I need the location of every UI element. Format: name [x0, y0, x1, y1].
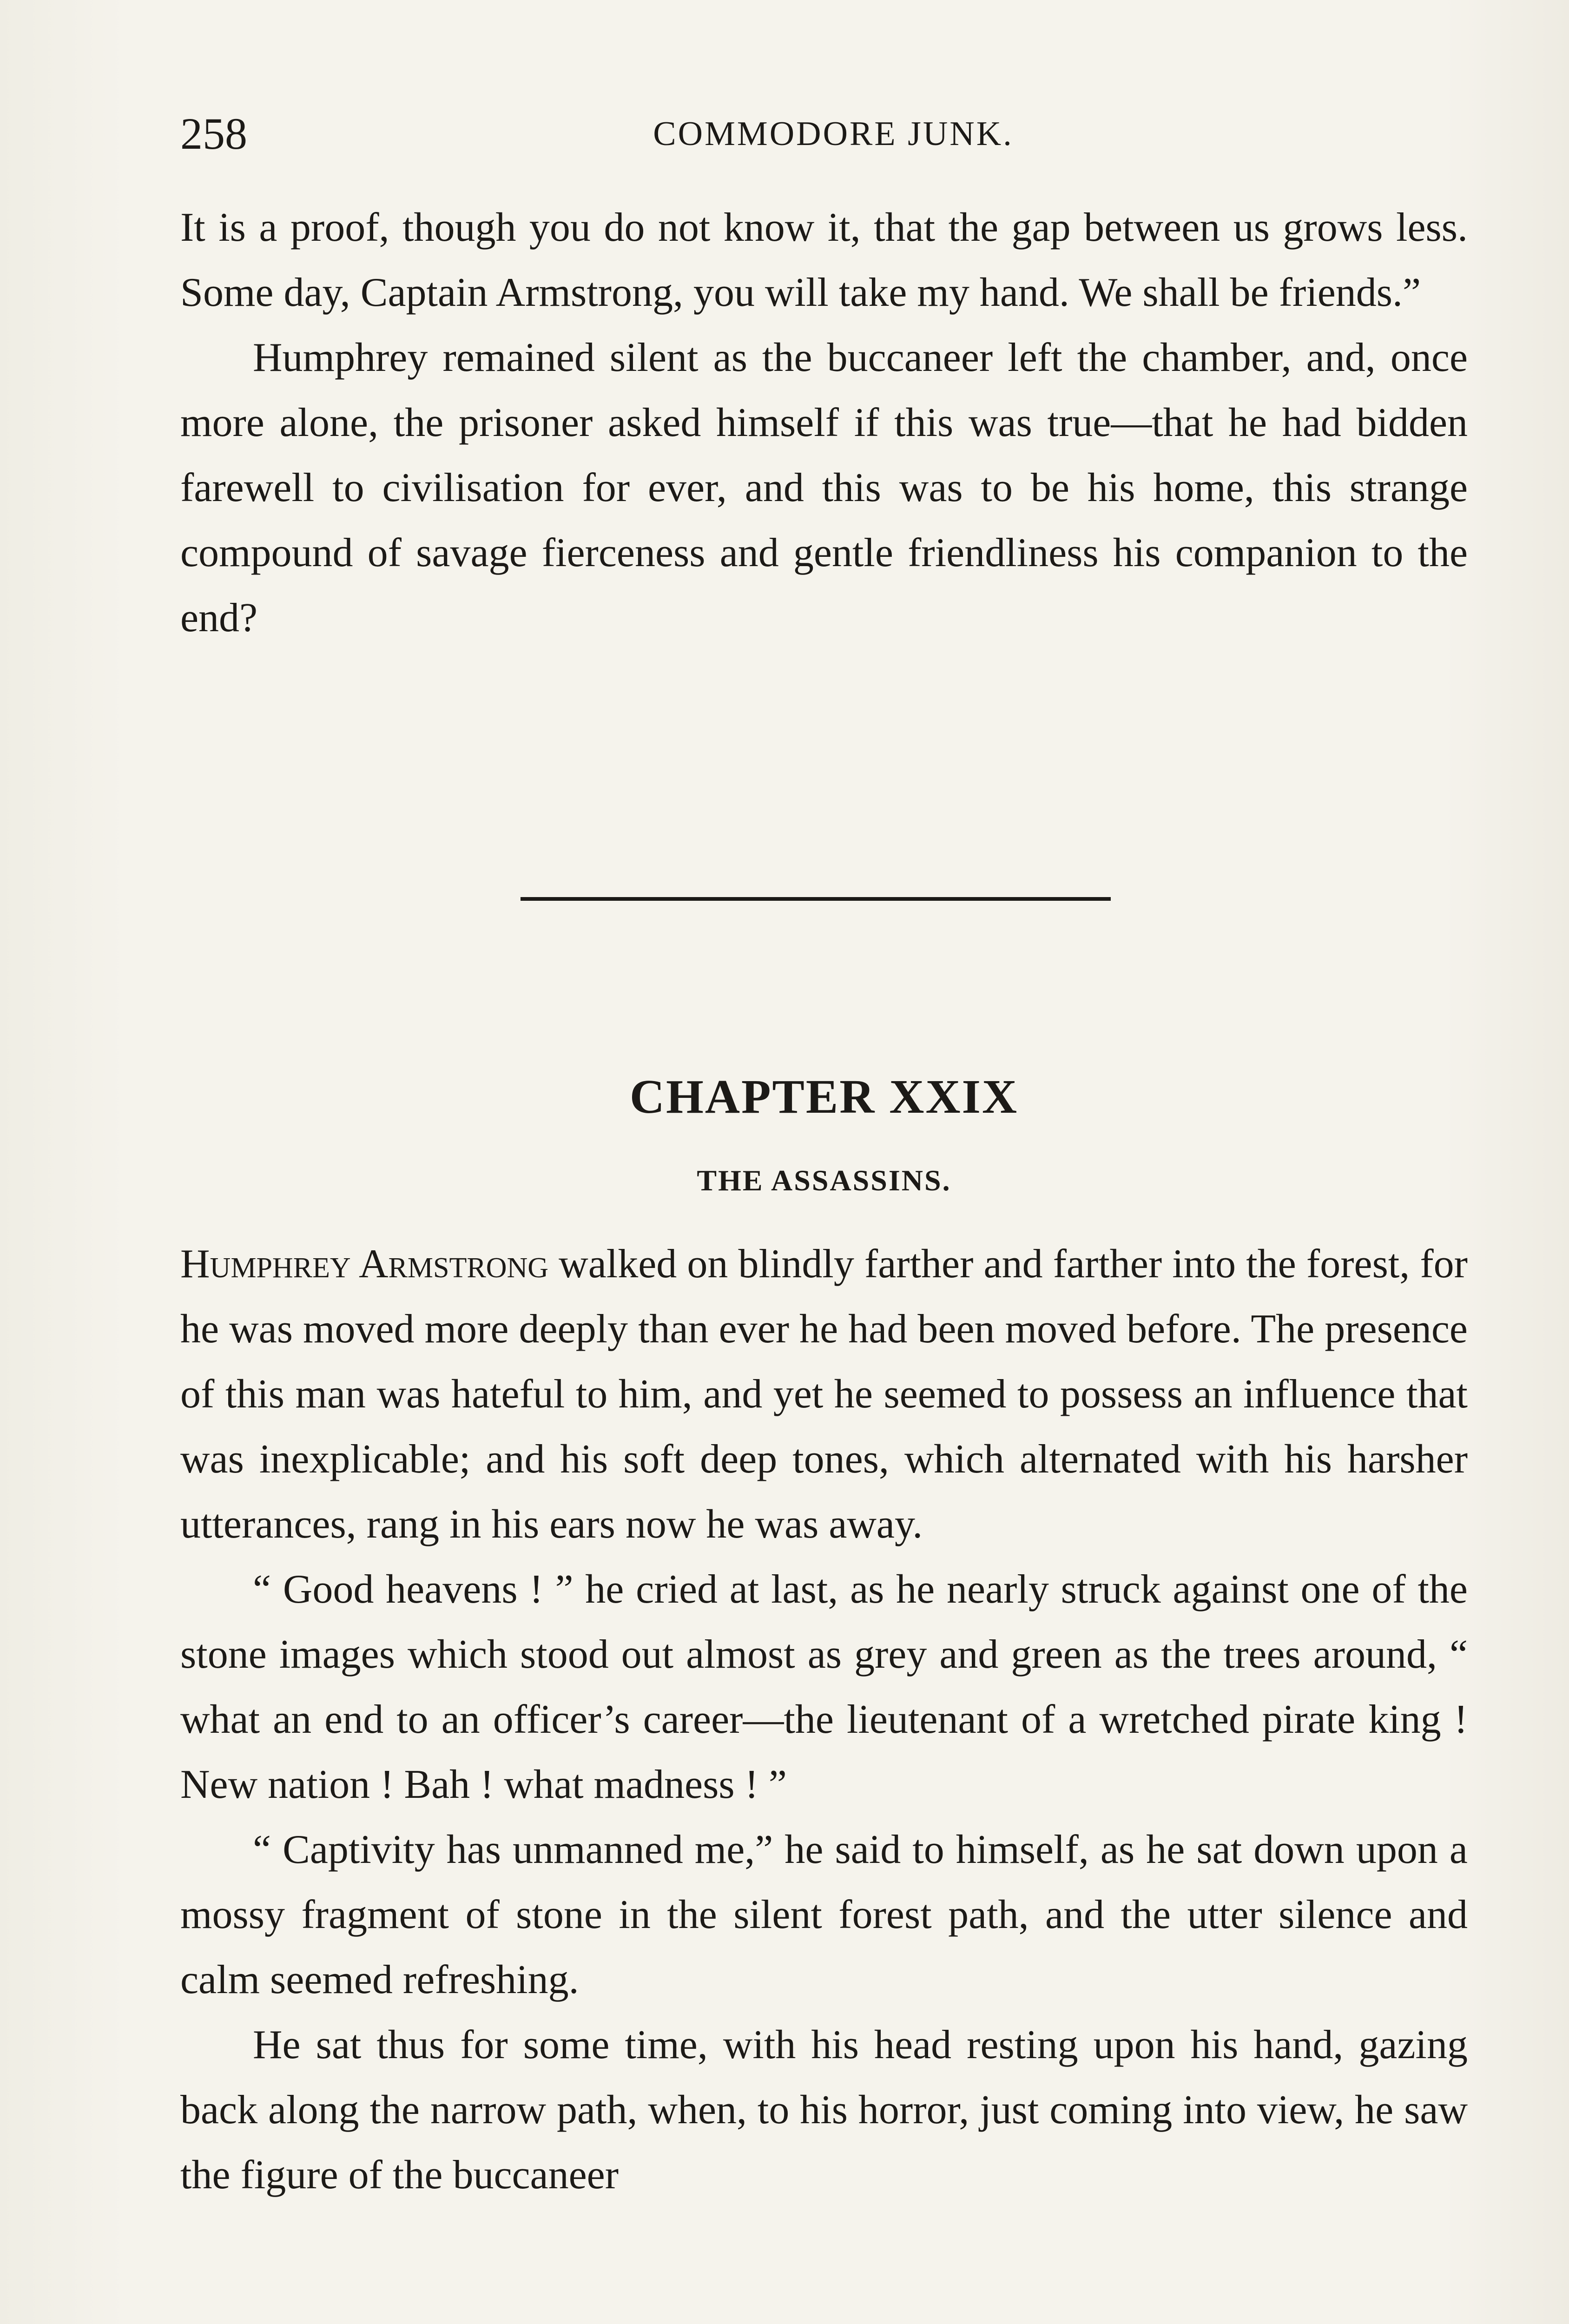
paragraph-text: walked on blindly farther and farther into the forest, for he was moved more deeply than ever he had been moved before. The presence of this man was hateful to him, and yet he seemed to possess an influence that was inexplicable; and his soft deep tones, which alternated with his harsher utterances, rang in his ears now he was away. — [180, 1241, 1468, 1547]
continued-text — [180, 195, 1468, 651]
chapter-text — [180, 1232, 1468, 2208]
paragraph: “ Captivity has unmanned me,” he said to himself, as he sat down upon a mossy fragment of stone in the silent forest path, and the utter silence and calm seemed refreshing. — [180, 1827, 1468, 2002]
page-header — [180, 106, 1468, 162]
section-divider — [521, 897, 1111, 901]
paragraph: “ Good heavens ! ” he cried at last, as he nearly struck against one of the stone images which stood out almost as grey and green as the trees around, “ what an end to an officer’s career—the lieutenant of a wretched pirate king ! New nation ! Bah ! what madness ! ” — [180, 1567, 1468, 1807]
paragraph — [180, 1232, 1468, 1557]
paragraph: Humphrey remained silent as the buccaneer left the chamber, and, once more alone, the prisoner asked himself if this was true—that he had bidden farewell to civilisation for ever, and this was to be his home, this strange compound of savage fierceness and gentle friendliness his companion to the end? — [180, 335, 1468, 640]
page-number: 258 — [180, 109, 247, 158]
paragraph: He sat thus for some time, with his head resting upon his hand, gazing back along the narrow path, when, to his horror, just coming into view, he saw the figure of the buccaneer — [180, 2022, 1468, 2198]
paragraph: It is a proof, though you do not know it, that the gap between us grows less. Some day, Captain Armstrong, you will take my hand. We shall be friends.” — [180, 205, 1468, 315]
chapter-title: CHAPTER XXIX — [629, 1070, 1019, 1123]
chapter-subtitle: THE ASSASSINS. — [697, 1164, 951, 1197]
opening-words: Humphrey Armstrong — [180, 1241, 549, 1287]
running-title: COMMODORE JUNK. — [653, 115, 1014, 153]
